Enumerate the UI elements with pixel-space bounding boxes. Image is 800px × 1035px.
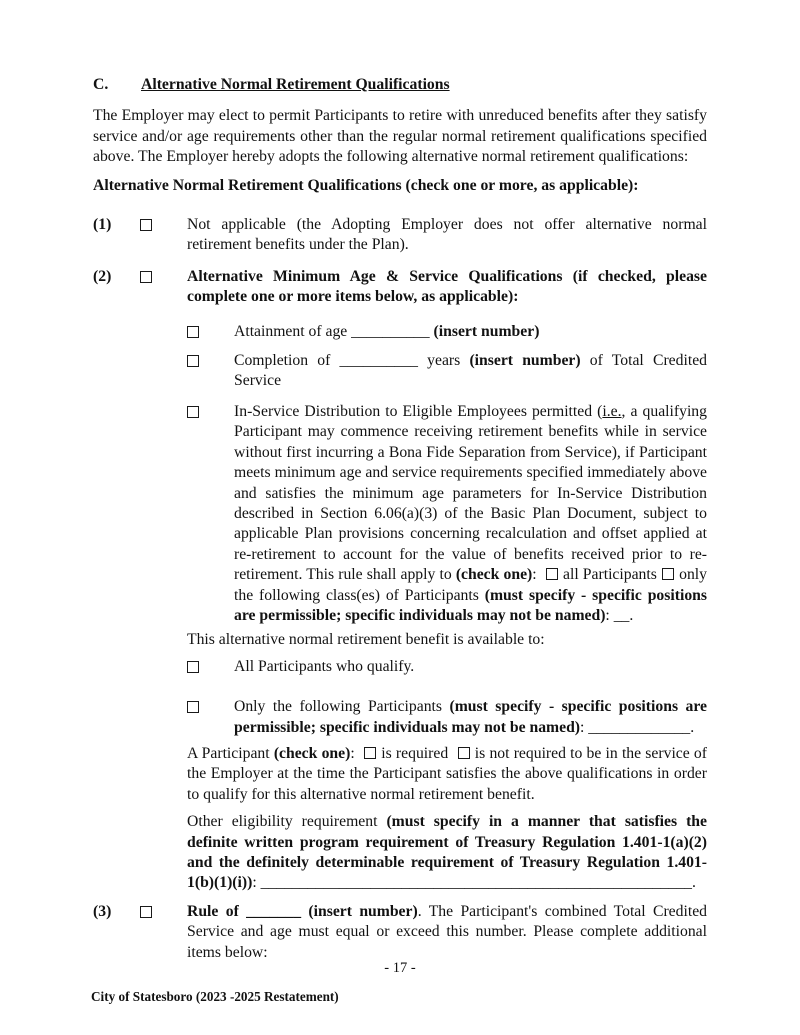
subheading: Alternative Normal Retirement Qualifications (check one or more, as applicable): xyxy=(93,176,639,194)
text-segment: . The Participant's combined Total Credited Service and age must equal or exceed this number. Please complete additional items below: xyxy=(187,902,707,961)
text-segment: Not applicable (the Adopting Employer does not offer alternative normal retirement benefits under the Plan). xyxy=(187,216,707,254)
sub-option-age xyxy=(187,322,707,344)
option-1-number: (1) xyxy=(93,216,112,234)
sub-option-only-text xyxy=(234,697,707,738)
availability-intro: This alternative normal retirement benefit is available to: xyxy=(187,631,545,649)
sub-option-all-checkbox-cell xyxy=(187,657,234,679)
page-number: - 17 - xyxy=(384,960,416,976)
option-3-text xyxy=(187,902,707,963)
text-segment: : _____________. xyxy=(580,718,695,736)
text-segment: Other eligibility requirement xyxy=(187,813,387,831)
text-segment: is not required to be in the service of the Employer at the time the Participant satisfies the above qualifications in order to qualify for this alternative normal retirement benefit. xyxy=(187,744,707,803)
text-segment: of Total Credited Service xyxy=(234,352,707,390)
text-segment: (must specify - specific positions are permissible; specific individuals may not be named) xyxy=(234,586,707,624)
sub-option-years xyxy=(187,351,707,392)
section-heading xyxy=(93,75,707,95)
section-label: C. xyxy=(93,76,109,93)
sub-option-years-text xyxy=(234,351,707,392)
intro-paragraph: The Employer may elect to permit Participants to retire with unreduced benefits after they satisfy service and/or age requirements other than the regular normal retirement qualifications specified above. The Employer hereby adopts the following alternative normal retirement qualifications: xyxy=(93,107,707,166)
text-segment: all Participants xyxy=(558,566,661,584)
checkbox-icon[interactable] xyxy=(187,701,199,713)
text-segment: (insert number) xyxy=(469,352,581,370)
text-segment: A Participant xyxy=(187,744,274,762)
option-1 xyxy=(93,215,707,256)
text-segment: Rule of _______ (insert number) xyxy=(187,902,418,920)
text-segment: (insert number) xyxy=(433,322,540,340)
option-3-checkbox-cell xyxy=(140,902,187,963)
sub-option-years-checkbox-cell xyxy=(187,351,234,392)
checkbox-icon[interactable] xyxy=(140,906,152,918)
text-segment: : xyxy=(350,744,364,762)
option-2-checkbox-cell xyxy=(140,267,187,308)
checkbox-icon[interactable] xyxy=(662,568,674,580)
checkbox-icon[interactable] xyxy=(140,219,152,231)
checkbox-icon[interactable] xyxy=(187,661,199,673)
sub-option-inservice-checkbox-cell xyxy=(187,402,234,626)
text-segment: (check one) xyxy=(455,566,533,584)
sub-option-age-text xyxy=(234,322,707,344)
text-segment: Completion of __________ years xyxy=(234,352,470,370)
checkbox-icon[interactable] xyxy=(140,271,152,283)
text-segment: only the following class(es) of Participants xyxy=(234,566,708,604)
text-segment: Only the following Participants xyxy=(234,698,450,716)
text-segment: Attainment of age __________ xyxy=(234,322,434,340)
text-segment: All Participants who qualify. xyxy=(234,657,415,675)
sub-option-only-checkbox-cell xyxy=(187,697,234,738)
checkbox-icon[interactable] xyxy=(546,568,558,580)
option-2 xyxy=(93,267,707,308)
sub-option-inservice-text xyxy=(234,402,707,626)
text-segment: (must specify - specific positions are permissible; specific individuals may not be named) xyxy=(234,698,708,736)
text-segment: : _______________________________________________________. xyxy=(252,874,696,892)
option-1-checkbox-cell xyxy=(140,215,187,256)
checkbox-icon[interactable] xyxy=(187,326,199,338)
other-eligibility-paragraph xyxy=(187,812,707,894)
text-segment: i.e. xyxy=(602,402,622,420)
option-2-children xyxy=(187,322,707,894)
text-segment: is required xyxy=(377,744,457,762)
sub-option-age-checkbox-cell xyxy=(187,322,234,344)
option-3 xyxy=(93,902,707,963)
checkbox-icon[interactable] xyxy=(187,355,199,367)
sub-option-only-participants xyxy=(187,697,707,738)
text-segment: (check one) xyxy=(273,744,351,762)
participant-service-paragraph xyxy=(187,744,707,805)
text-segment: Alternative Minimum Age & Service Qualifications (if checked, please complete one or more items below, as applicable): xyxy=(187,267,707,306)
section-title: Alternative Normal Retirement Qualifications xyxy=(141,76,450,93)
text-segment: , a qualifying Participant may commence receiving retirement benefits while in service without first incurring a Bona Fide Separation from Service), if Participant meets minimum age and service requirements specified immediately above and satisfies the minimum age parameters for In-Service Distribution described in Section 6.06(a)(3) of the Basic Plan Document, subject to applicable Plan provisions concerning recalculation and offset applied at re-retirement to account for the value of benefits received prior to re-retirement. This rule shall apply to xyxy=(234,402,707,584)
option-1-text xyxy=(187,215,707,256)
text-segment: : __. xyxy=(605,606,634,624)
document-content xyxy=(93,75,707,963)
text-segment: : xyxy=(532,566,545,584)
checkbox-icon[interactable] xyxy=(364,747,376,759)
option-2-text xyxy=(187,267,707,308)
sub-option-inservice xyxy=(187,402,707,626)
checkbox-icon[interactable] xyxy=(187,406,199,418)
text-segment: (must specify in a manner that satisfies the definite written program requirement of Treasury Regulation 1.401-1(a)(2) and the definitely determinable requirement of Treasury Regulation 1.401-1(b)(1)(i)) xyxy=(187,813,707,892)
option-3-number: (3) xyxy=(93,902,112,920)
option-2-number: (2) xyxy=(93,267,112,285)
sub-option-all-text xyxy=(234,657,707,679)
sub-option-all-participants xyxy=(187,657,707,679)
text-segment: In-Service Distribution to Eligible Employees permitted ( xyxy=(234,402,603,420)
checkbox-icon[interactable] xyxy=(458,747,470,759)
footer-plan-name: City of Statesboro (2023 -2025 Restatement) xyxy=(91,989,339,1004)
